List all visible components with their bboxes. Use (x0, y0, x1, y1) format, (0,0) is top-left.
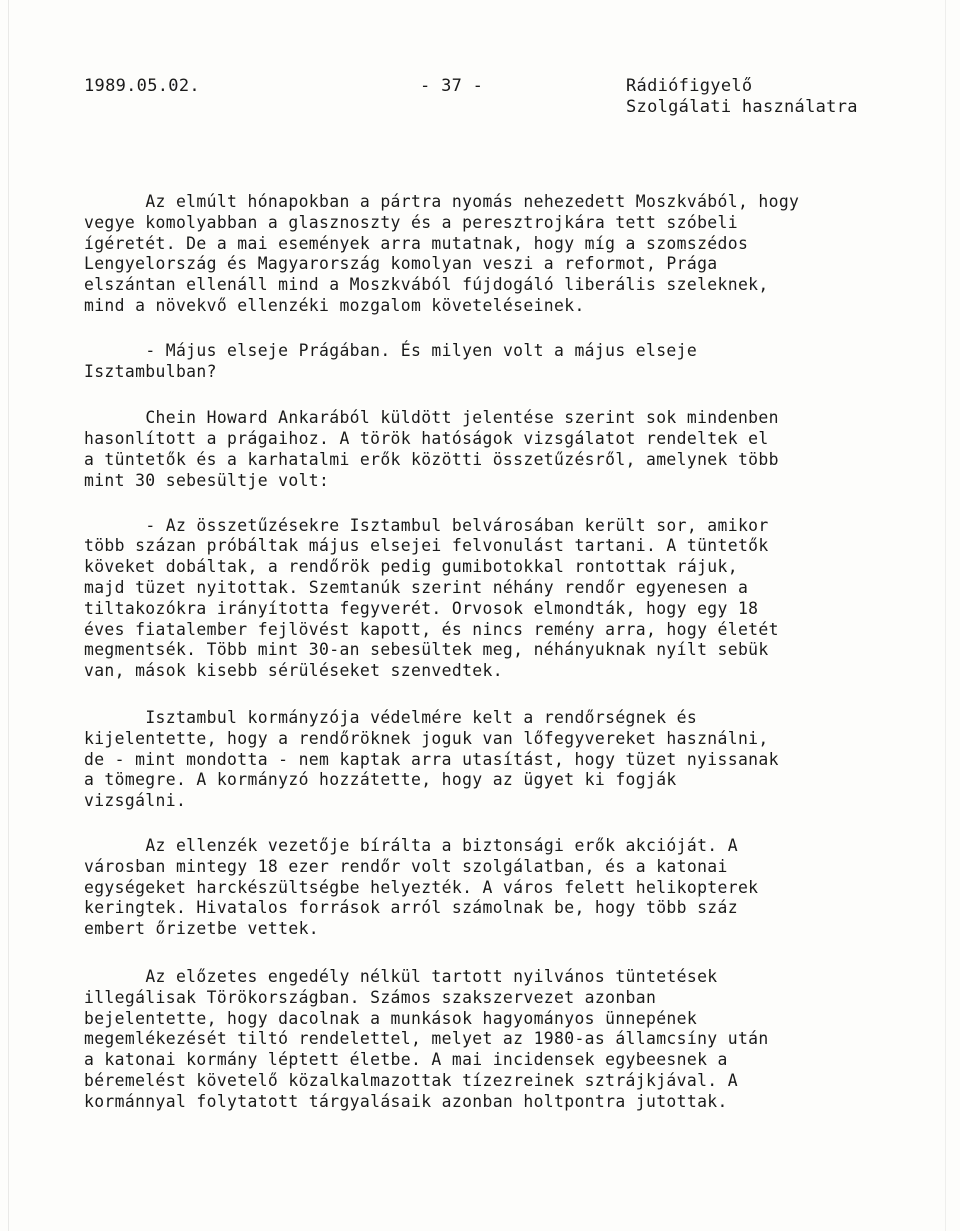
paragraph-5: Isztambul kormányzója védelmére kelt a rendőrségnek és kijelentette, hogy a rendőröknek joguk van lőfegyvereket használni, de - mint mondotta - nem kaptak arra utasítást, hogy tüzet nyissanak a tömegre. A kormányzó hozzátette, hogy az ügyet ki fogják vizsgálni. (84, 707, 779, 811)
scan-margin-line (8, 0, 9, 1231)
page-header (84, 76, 882, 120)
header-publication: Rádiófigyelő (626, 76, 753, 96)
document-body (84, 192, 884, 1112)
paragraph-2: - Május elseje Prágában. És milyen volt a május elseje Isztambulban? (84, 340, 698, 381)
header-publication-block (626, 76, 858, 118)
header-date: 1989.05.02. (84, 76, 200, 96)
paragraph-6: Az ellenzék vezetője bírálta a biztonsági erők akcióját. A városban mintegy 18 ezer rendőr volt szolgálatban, és a katonai egységeket harckészültségbe helyezték. A város felett helikopterek keringtek. Hivatalos források arról számolnak be, hogy több száz embert őrizetbe vettek. (84, 835, 759, 939)
header-page-number: - 37 - (420, 76, 484, 96)
header-classification: Szolgálati használatra (626, 97, 858, 117)
paragraph-1: Az elmúlt hónapokban a pártra nyomás nehezedett Moszkvából, hogy vegye komolyabban a glasznoszty és a peresztrojkára tett szóbeli ígéretét. De a mai események arra mutatnak, hogy míg a szomszédos Lengyelország és Magyarország komolyan veszi a reformot, Prága elszántan ellenáll mind a Moszkvából fújdogáló liberális szeleknek, mind a növekvő ellenzéki mozgalom követeléseinek. (84, 192, 800, 315)
paragraph-7: Az előzetes engedély nélkül tartott nyilvános tüntetések illegálisak Törökországban. Számos szakszervezet azonban bejelentette, hogy dacolnak a munkások hagyományos ünnepének megemlékezését tiltó rendelettel, melyet az 1980-as államcsíny után a katonai kormány léptett életbe. A mai incidensek egybeesnek a béremelést követelő közalkalmazottak tízezreinek sztrájkjával. A kormánnyal folytatott tárgyalásaik azonban holtpontra jutottak. (84, 966, 769, 1111)
paragraph-3: Chein Howard Ankarából küldött jelentése szerint sok mindenben hasonlított a prágaihoz. A török hatóságok vizsgálatot rendeltek el a tüntetők és a karhatalmi erők közötti összetűzésről, amelynek több mint 30 sebesültje volt: (84, 408, 779, 490)
paragraph-4: - Az összetűzésekre Isztambul belvárosában került sor, amikor több százan próbáltak május elsejei felvonulást tartani. A tüntetők köveket dobáltak, a rendőrök pedig gumibotokkal rontottak rájuk, majd tüzet nyitottak. Szemtanúk szerint néhány rendőr egyenesen a tiltakozókra irányította fegyverét. Orvosok elmondták, hogy egy 18 éves fiatalember fejlövést kapott, és nincs remény arra, hogy életét megmentsék. Több mint 30-an sebesültek meg, néhányuknak nyílt sebük van, mások kisebb sérüléseket szenvedtek. (84, 515, 779, 681)
scan-margin-line-right (945, 0, 946, 1231)
